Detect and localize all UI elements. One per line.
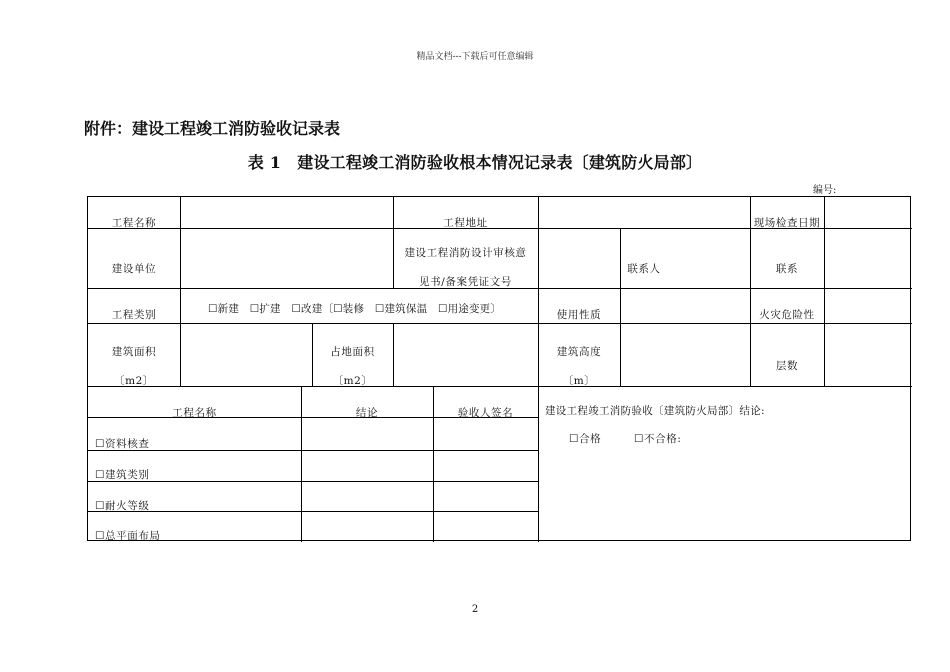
checklist-item: ☐建筑类别 [95, 469, 150, 481]
col-line [538, 197, 539, 542]
contact-person-label: 联系人 [627, 263, 661, 275]
project-type-options: ☐新建 ☐扩建 ☐改建〔☐装修 ☐建筑保温 ☐用途变更〕 [208, 303, 502, 315]
number-label: 编号: [813, 185, 837, 196]
pass-checkbox: ☐合格 [569, 433, 602, 445]
fail-checkbox: ☐不合格: [634, 433, 682, 445]
attachment-title: 附件：建设工程竣工消防验收记录表 [84, 119, 341, 138]
col-line [620, 228, 621, 386]
row-line [88, 386, 912, 387]
design-opinion-label-line2: 见书/备案凭证文号 [419, 276, 512, 288]
row-line [88, 450, 539, 451]
col-line [824, 197, 825, 386]
checklist-name-header: 工程名称 [172, 407, 217, 419]
col-line [393, 323, 394, 386]
building-height-unit: 〔m〕 [562, 375, 596, 387]
checklist-signature-header: 验收人签名 [457, 407, 514, 419]
use-nature-label: 使用性质 [556, 309, 602, 321]
design-opinion-label-line1: 建设工程消防设计审核意 [404, 247, 527, 259]
row-line [88, 481, 539, 482]
table-title: 表 1 建设工程竣工消防验收根本情况记录表〔建筑防火局部〕 [247, 153, 703, 172]
project-address-label: 工程地址 [443, 217, 488, 229]
inspection-form-table [87, 196, 911, 541]
checklist-item: ☐总平面布局 [95, 530, 161, 542]
row-line [88, 323, 912, 324]
conclusion-title: 建设工程竣工消防验收〔建筑防火局部〕结论: [545, 405, 765, 417]
building-area-label: 建筑面积 [111, 346, 157, 358]
building-area-unit: 〔m2〕 [113, 375, 155, 387]
checklist-item: ☐资料核查 [95, 438, 150, 450]
land-area-label: 占地面积 [330, 346, 375, 358]
inspection-date-label: 现场检查日期 [753, 217, 821, 229]
land-area-unit: 〔m2〕 [332, 375, 373, 387]
row-line [88, 511, 539, 512]
fire-risk-label: 火灾危险性 [759, 309, 815, 321]
contact-label: 联系 [775, 263, 799, 275]
floors-label: 层数 [775, 360, 799, 372]
checklist-item: ☐耐火等级 [95, 500, 150, 512]
checklist-conclusion-header: 结论 [355, 407, 379, 419]
col-line [180, 197, 181, 386]
builder-label: 建设单位 [111, 263, 157, 275]
page-number: 2 [471, 604, 479, 615]
building-height-label: 建筑高度 [556, 346, 602, 358]
project-name-label: 工程名称 [111, 217, 157, 229]
project-type-label: 工程类别 [111, 309, 157, 321]
page-header: 精品文档---下载后可任意编辑 [416, 52, 534, 62]
